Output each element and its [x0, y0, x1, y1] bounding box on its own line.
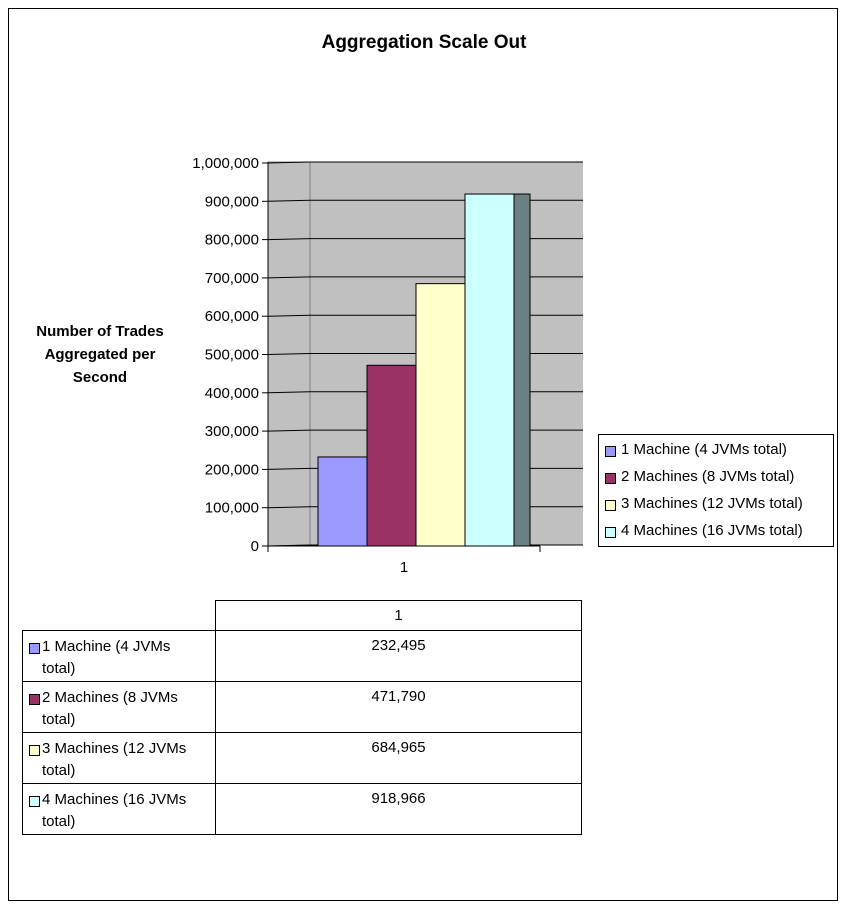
table-series-cell	[23, 682, 216, 733]
legend-label: 4 Machines (16 JVMs total)	[621, 522, 803, 539]
y-tick-label: 500,000	[204, 346, 259, 364]
data-table	[22, 600, 582, 835]
table-row	[23, 733, 582, 784]
legend-swatch	[605, 446, 616, 457]
table-row-label: 1 Machine (4 JVMs	[42, 638, 171, 655]
table-row-swatch	[29, 745, 40, 756]
table-header-row	[23, 601, 582, 631]
table-row	[23, 784, 582, 835]
legend-swatch	[605, 527, 616, 538]
table-row-label-cont: total)	[42, 762, 76, 779]
table-row	[23, 631, 582, 682]
table-row-swatch	[29, 796, 40, 807]
y-tick-label: 0	[250, 538, 259, 555]
bar-depth-face	[514, 194, 530, 546]
table-row-swatch	[29, 643, 40, 654]
y-tick-label: 700,000	[204, 269, 259, 287]
y-tick-label: 600,000	[204, 308, 259, 326]
table-row-label: 2 Machines (8 JVMs	[42, 689, 178, 706]
y-tick-label: 100,000	[204, 499, 259, 517]
bar-4	[465, 194, 514, 546]
y-tick-label: 400,000	[204, 384, 259, 402]
table-row	[23, 682, 582, 733]
bar-2	[367, 365, 416, 546]
table-series-cell	[23, 784, 216, 835]
table-row-swatch	[29, 694, 40, 705]
table-series-cell	[23, 733, 216, 784]
table-row-label: 4 Machines (16 JVMs	[42, 791, 187, 808]
y-tick-label: 900,000	[204, 193, 259, 211]
table-value-cell: 471,790	[216, 682, 582, 733]
chart-title: Aggregation Scale Out	[321, 32, 527, 53]
x-tick-label: 1	[399, 559, 409, 576]
legend-swatch	[605, 473, 616, 484]
y-tick-label: 300,000	[204, 423, 259, 441]
bar-3	[416, 284, 465, 546]
y-tick-label: 800,000	[204, 231, 259, 249]
table-row-label-cont: total)	[42, 660, 76, 677]
table-value-cell: 684,965	[216, 733, 582, 784]
table-row-label-cont: total)	[42, 711, 76, 728]
table-row-label: 3 Machines (12 JVMs	[42, 740, 187, 757]
bar-1	[318, 457, 367, 546]
table-value-cell: 232,495	[216, 631, 582, 682]
y-tick-label: 1,000,000	[192, 155, 259, 172]
table-row-label-cont: total)	[42, 813, 76, 830]
table-header-cell: 1	[216, 601, 582, 631]
legend-label: 1 Machine (4 JVMs total)	[621, 441, 787, 458]
table-series-cell	[23, 631, 216, 682]
legend	[598, 434, 834, 547]
table-value-cell: 918,966	[216, 784, 582, 835]
y-tick-label: 200,000	[204, 461, 259, 479]
legend-label: 2 Machines (8 JVMs total)	[621, 468, 795, 485]
y-axis-label: Number of Trades Aggregated per Second	[36, 323, 164, 386]
legend-swatch	[605, 500, 616, 511]
legend-label: 3 Machines (12 JVMs total)	[621, 495, 803, 512]
table-corner-cell	[23, 601, 216, 631]
